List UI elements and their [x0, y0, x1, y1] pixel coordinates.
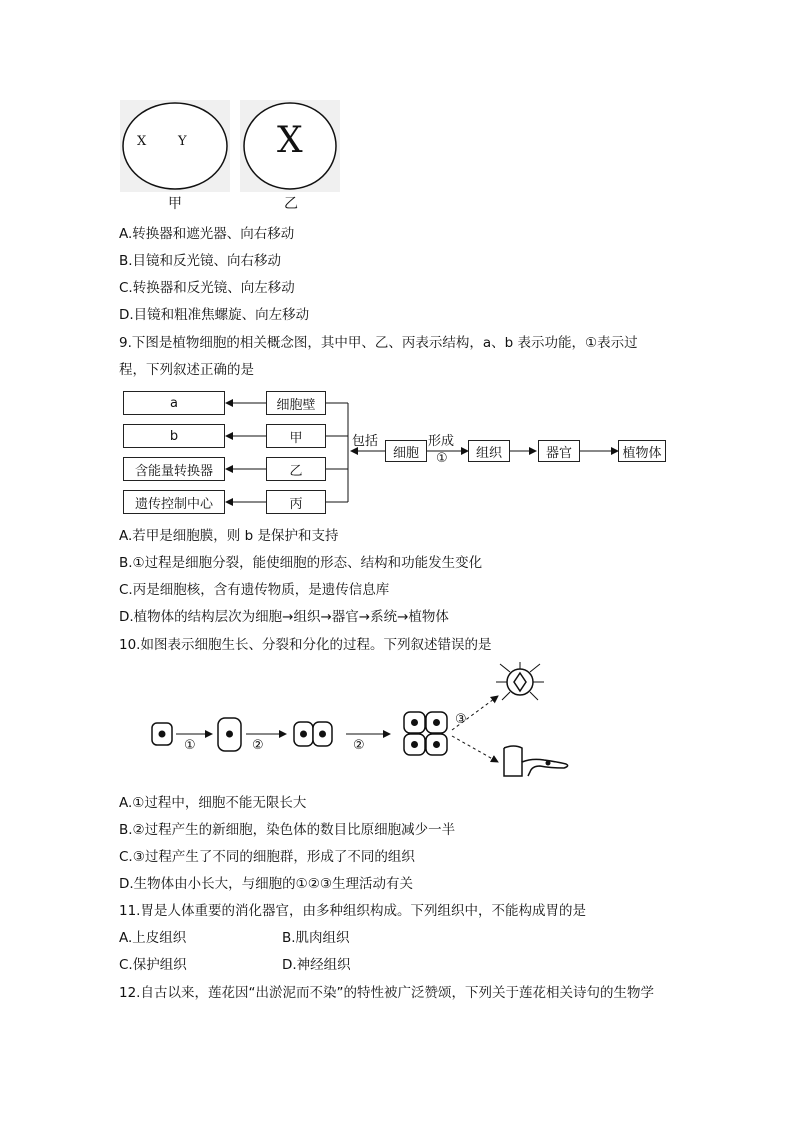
letter-y-small: Y: [178, 134, 187, 149]
process-mark-1: ①: [184, 738, 196, 753]
process-mark-3: ③: [455, 712, 467, 727]
q10-stem: 10.如图表示细胞生长、分裂和分化的过程。下列叙述错误的是: [119, 637, 492, 653]
cell-box: 细胞: [385, 440, 427, 462]
process-1-mark: ①: [436, 451, 448, 466]
q11-stem: 11.胃是人体重要的消化器官，由多种组织构成。下列组织中，不能构成胃的是: [119, 903, 586, 919]
q8-option-c: C.转换器和反光镜、向左移动: [119, 280, 295, 296]
q10-option-d: D.生物体由小长大，与细胞的①②③生理活动有关: [119, 876, 413, 892]
q8-option-b: B.目镜和反光镜、向右移动: [119, 253, 282, 269]
process-mark-2b: ②: [353, 738, 365, 753]
q9-option-d: D.植物体的结构层次为细胞→组织→器官→系统→植物体: [119, 609, 449, 625]
include-label: 包括: [352, 434, 379, 449]
q9-option-c: C.丙是细胞核，含有遗传物质，是遗传信息库: [119, 582, 390, 598]
q11-option-c: C.保护组织: [119, 957, 187, 973]
q9-option-a: A.若甲是细胞膜，则 b 是保护和支持: [119, 528, 339, 544]
structure-box-yi: 乙: [266, 457, 326, 481]
q10-option-c: C.③过程产生了不同的细胞群，形成了不同的组织: [119, 849, 415, 865]
q11-option-b: B.肌肉组织: [282, 930, 350, 946]
q9-stem-line2: 程，下列叙述正确的是: [119, 362, 254, 378]
label-yi: 乙: [284, 196, 298, 212]
cell-process-drawing: [140, 660, 580, 785]
structure-box-wall: 细胞壁: [266, 391, 326, 415]
form-label: 形成: [428, 434, 455, 449]
structure-box-jia: 甲: [266, 424, 326, 448]
function-box-energy: 含能量转换器: [123, 457, 225, 481]
q8-option-a: A.转换器和遮光器、向右移动: [119, 226, 295, 242]
structure-box-bing: 丙: [266, 490, 326, 514]
q10-option-b: B.②过程产生的新细胞，染色体的数目比原细胞减少一半: [119, 822, 456, 838]
function-box-genetic: 遗传控制中心: [123, 490, 225, 514]
process-mark-2a: ②: [252, 738, 264, 753]
q9-stem-line1: 9.下图是植物细胞的相关概念图，其中甲、乙、丙表示结构，a、b 表示功能，①表示过: [119, 335, 638, 351]
organ-box: 器官: [538, 440, 580, 462]
q11-option-d: D.神经组织: [282, 957, 351, 973]
tissue-box: 组织: [468, 440, 510, 462]
label-jia: 甲: [168, 196, 182, 212]
q12-stem: 12.自古以来，莲花因“出淤泥而不染”的特性被广泛赞颂，下列关于莲花相关诗句的生物学: [119, 985, 654, 1001]
q9-option-b: B.①过程是细胞分裂，能使细胞的形态、结构和功能发生变化: [119, 555, 483, 571]
function-box-b: b: [123, 424, 225, 448]
letter-x-large: X: [277, 120, 303, 161]
q11-option-a: A.上皮组织: [119, 930, 187, 946]
plant-box: 植物体: [618, 440, 666, 462]
letter-x-small: X: [137, 134, 147, 149]
function-box-a: a: [123, 391, 225, 415]
q10-option-a: A.①过程中，细胞不能无限长大: [119, 795, 307, 811]
q8-option-d: D.目镜和粗准焦螺旋、向左移动: [119, 307, 310, 323]
